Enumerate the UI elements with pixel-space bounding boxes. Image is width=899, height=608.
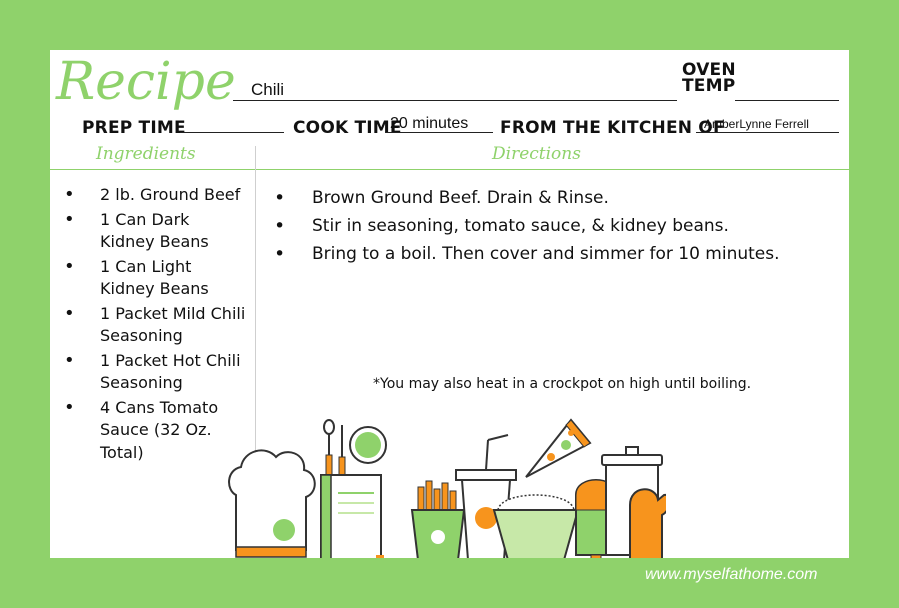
oven-mitt-icon bbox=[630, 489, 666, 558]
recipe-name-line bbox=[233, 100, 677, 101]
prep-time-line bbox=[180, 132, 284, 133]
cook-time-label: COOK TIME bbox=[293, 118, 402, 138]
oven-label: OVEN bbox=[682, 60, 736, 80]
recipe-book-icon bbox=[321, 475, 384, 558]
chef-hat-icon bbox=[229, 450, 315, 557]
ingredient-item: • 1 Can Dark Kidney Beans bbox=[64, 209, 249, 254]
recipe-title-script: Recipe bbox=[56, 52, 236, 112]
direction-item: • Stir in seasoning, tomato sauce, & kidney beans. bbox=[274, 212, 834, 240]
ingredients-heading: Ingredients bbox=[96, 144, 196, 164]
directions-list bbox=[274, 184, 834, 268]
from-kitchen-label: FROM THE KITCHEN OF bbox=[500, 118, 725, 138]
cook-time-value: 20 minutes bbox=[390, 115, 469, 132]
directions-heading: Directions bbox=[492, 144, 581, 164]
fries-icon bbox=[412, 481, 464, 558]
recipe-card bbox=[50, 50, 849, 558]
ingredient-item: • 1 Can Light Kidney Beans bbox=[64, 256, 249, 301]
direction-item: • Brown Ground Beef. Drain & Rinse. bbox=[274, 184, 834, 212]
temp-label: TEMP bbox=[682, 76, 736, 96]
recipe-name-value: Chili bbox=[251, 80, 285, 99]
ingredient-item: • 2 lb. Ground Beef bbox=[64, 184, 249, 207]
oven-temp-line bbox=[735, 100, 839, 101]
oven-temp-label bbox=[682, 62, 736, 94]
prep-time-label: PREP TIME bbox=[82, 118, 186, 138]
direction-item: • Bring to a boil. Then cover and simmer for 10 minutes. bbox=[274, 240, 834, 268]
kitchen-illustration bbox=[226, 415, 666, 558]
pizza-slice-icon bbox=[526, 420, 590, 477]
ingredient-item: • 1 Packet Hot Chili Seasoning bbox=[64, 350, 249, 395]
crockpot-note: *You may also heat in a crockpot on high until boiling. bbox=[373, 376, 752, 392]
ingredient-item: • 1 Packet Mild Chili Seasoning bbox=[64, 303, 249, 348]
website-url: www.myselfathome.com bbox=[645, 566, 818, 583]
ingredients-list bbox=[64, 184, 249, 466]
plate-icon bbox=[350, 427, 386, 463]
ingredient-item: • 4 Cans Tomato Sauce (32 Oz. Total) bbox=[64, 397, 249, 465]
from-kitchen-line bbox=[696, 132, 839, 133]
section-divider bbox=[50, 169, 849, 170]
rice-bowl-icon bbox=[494, 495, 578, 558]
from-kitchen-value: AmberLynne Ferrell bbox=[704, 117, 809, 131]
